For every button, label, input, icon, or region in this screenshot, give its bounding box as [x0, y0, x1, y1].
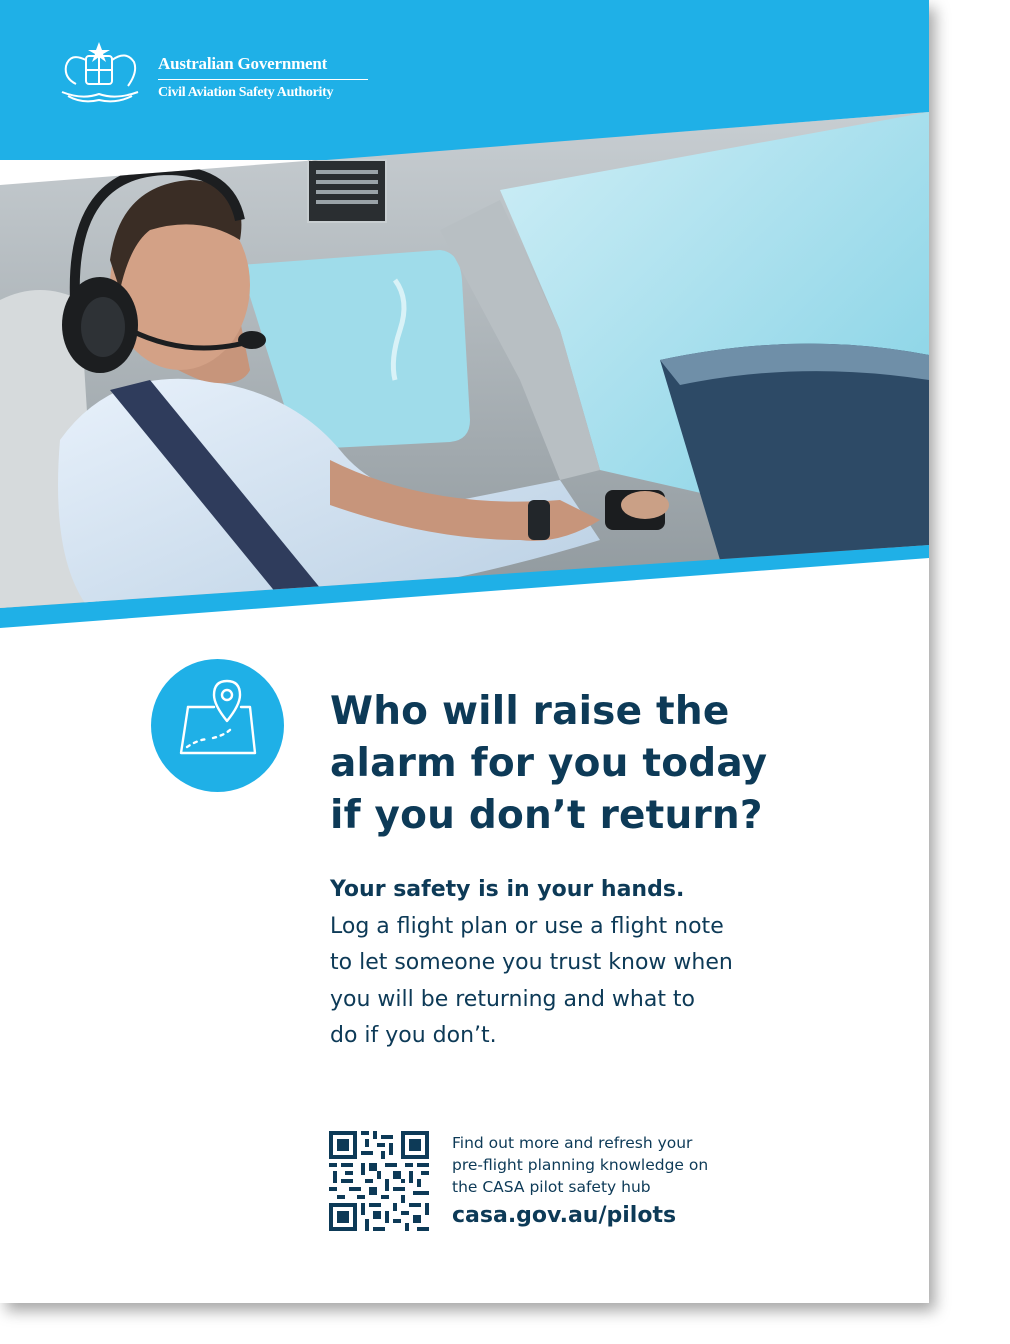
map-pin-icon: [151, 659, 284, 792]
info-line: Find out more and refresh your: [452, 1134, 693, 1152]
headline-line: if you don’t return?: [330, 793, 763, 838]
info-line: pre-flight planning knowledge on: [452, 1156, 709, 1174]
body-line: do if you don’t.: [330, 1023, 497, 1048]
info-line: the CASA pilot safety hub: [452, 1178, 651, 1196]
headline-line: Who will raise the: [330, 689, 730, 734]
government-logo: [52, 38, 372, 108]
body-copy: [330, 872, 830, 1055]
body-lead: Your safety is in your hands.: [330, 877, 685, 902]
map-pin-badge: [151, 659, 284, 792]
logo-divider: [158, 79, 368, 80]
casa-pilots-link[interactable]: casa.gov.au/pilots: [452, 1203, 677, 1228]
body-line: you will be returning and what to: [330, 986, 696, 1012]
government-name: Australian Government: [158, 54, 328, 73]
headline-line: alarm for you today: [330, 741, 768, 786]
authority-name: Civil Aviation Safety Authority: [158, 85, 334, 100]
body-line: Log a flight plan or use a flight note: [330, 913, 724, 939]
pilot-hub-info: [452, 1132, 772, 1198]
headline: [330, 686, 850, 842]
coat-of-arms-icon: [52, 38, 148, 108]
body-line: to let someone you trust know when: [330, 950, 733, 975]
qr-code-icon[interactable]: [329, 1131, 429, 1231]
